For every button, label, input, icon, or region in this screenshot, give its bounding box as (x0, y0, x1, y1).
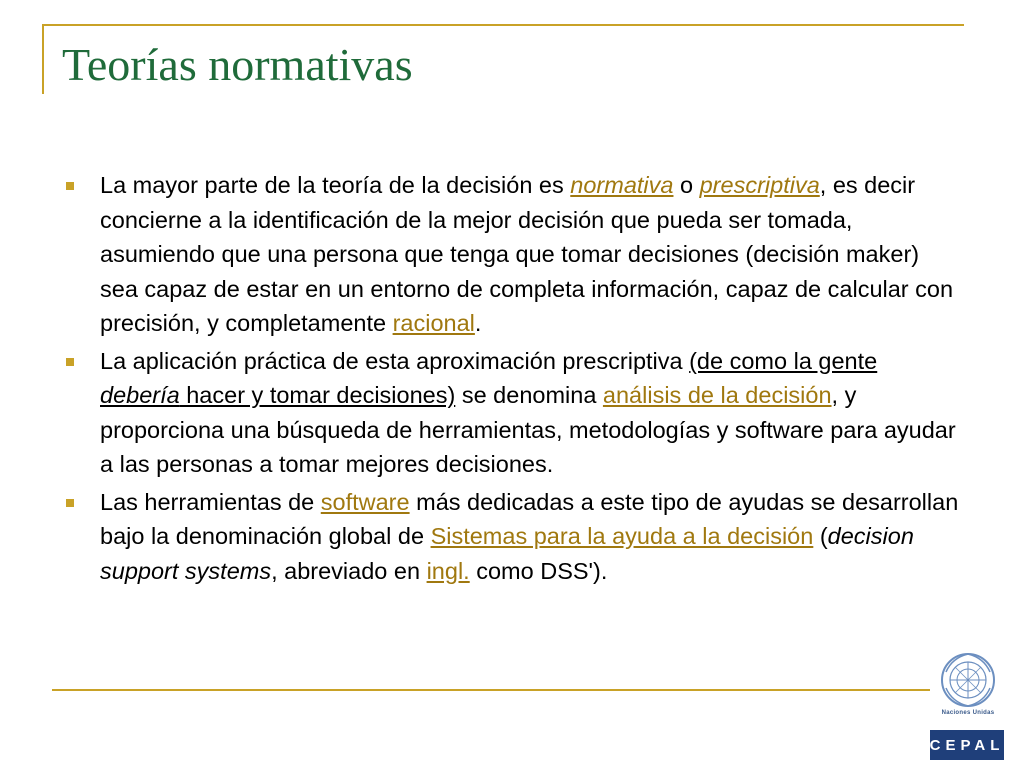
link-racional[interactable]: racional (392, 310, 475, 336)
un-emblem-icon (940, 652, 996, 708)
italic-phrase: decision support systems (100, 523, 914, 584)
cepal-acronym: CEPAL (929, 736, 1005, 754)
bullet-square-icon (66, 358, 74, 366)
bullet-square-icon (66, 182, 74, 190)
link-sistemas-ayuda-decision[interactable]: Sistemas para la ayuda a la decisión (430, 523, 814, 549)
bullet-text (100, 172, 953, 336)
text-segment: , y proporciona una búsqueda de herramientas, metodologías y software para ayudar a las personas a tomar mejores decisiones. (100, 382, 956, 477)
bullet-text (100, 348, 956, 478)
bullet-item (62, 168, 962, 341)
text-segment: se denomina (455, 382, 603, 408)
underlined-phrase: hacer y tomar decisiones) (179, 382, 456, 408)
bullet-item (62, 344, 962, 482)
bullet-square-icon (66, 499, 74, 507)
link-ingl[interactable]: ingl. (426, 557, 470, 584)
cepal-badge (930, 730, 1004, 760)
bullet-list (62, 168, 962, 591)
text-segment: La mayor parte de la teoría de la decisión es (100, 172, 571, 198)
bullet-text (100, 489, 958, 584)
left-rule (42, 24, 44, 94)
slide-title: Teorías normativas (62, 39, 413, 90)
underlined-italic-phrase: debería (100, 382, 180, 408)
text-segment: o (673, 172, 700, 198)
top-rule (42, 24, 964, 26)
link-normativa[interactable]: normativa (570, 172, 674, 198)
text-segment: , es decir concierne a la identificación de la mejor decisión que pueda ser tomada, asumiendo que una persona que tenga que tomar decisiones (decisión maker) sea capaz de estar en un entorno de completa información, capaz de calcular con precisión, y completamente (100, 172, 954, 336)
cepal-logo (929, 652, 1005, 762)
bottom-rule (52, 689, 930, 691)
text-segment: . (474, 310, 482, 336)
link-software[interactable]: software (320, 488, 410, 515)
text-segment: , abreviado en (271, 557, 427, 584)
text-segment: Las herramientas de (100, 488, 321, 515)
text-segment: como DSS'). (469, 557, 608, 584)
bullet-item (62, 485, 962, 589)
logo-caption: Naciones Unidas (941, 710, 995, 716)
link-prescriptiva[interactable]: prescriptiva (699, 172, 820, 198)
text-segment: más dedicadas a este tipo de ayudas se desarrollan bajo la denominación global de (100, 488, 959, 549)
underlined-phrase: (de como la gente (689, 347, 878, 374)
link-analisis-de-la-decision[interactable]: análisis de la decisión (602, 382, 832, 408)
text-segment: La aplicación práctica de esta aproximación prescriptiva (100, 347, 690, 374)
text-segment: ( (813, 523, 828, 549)
